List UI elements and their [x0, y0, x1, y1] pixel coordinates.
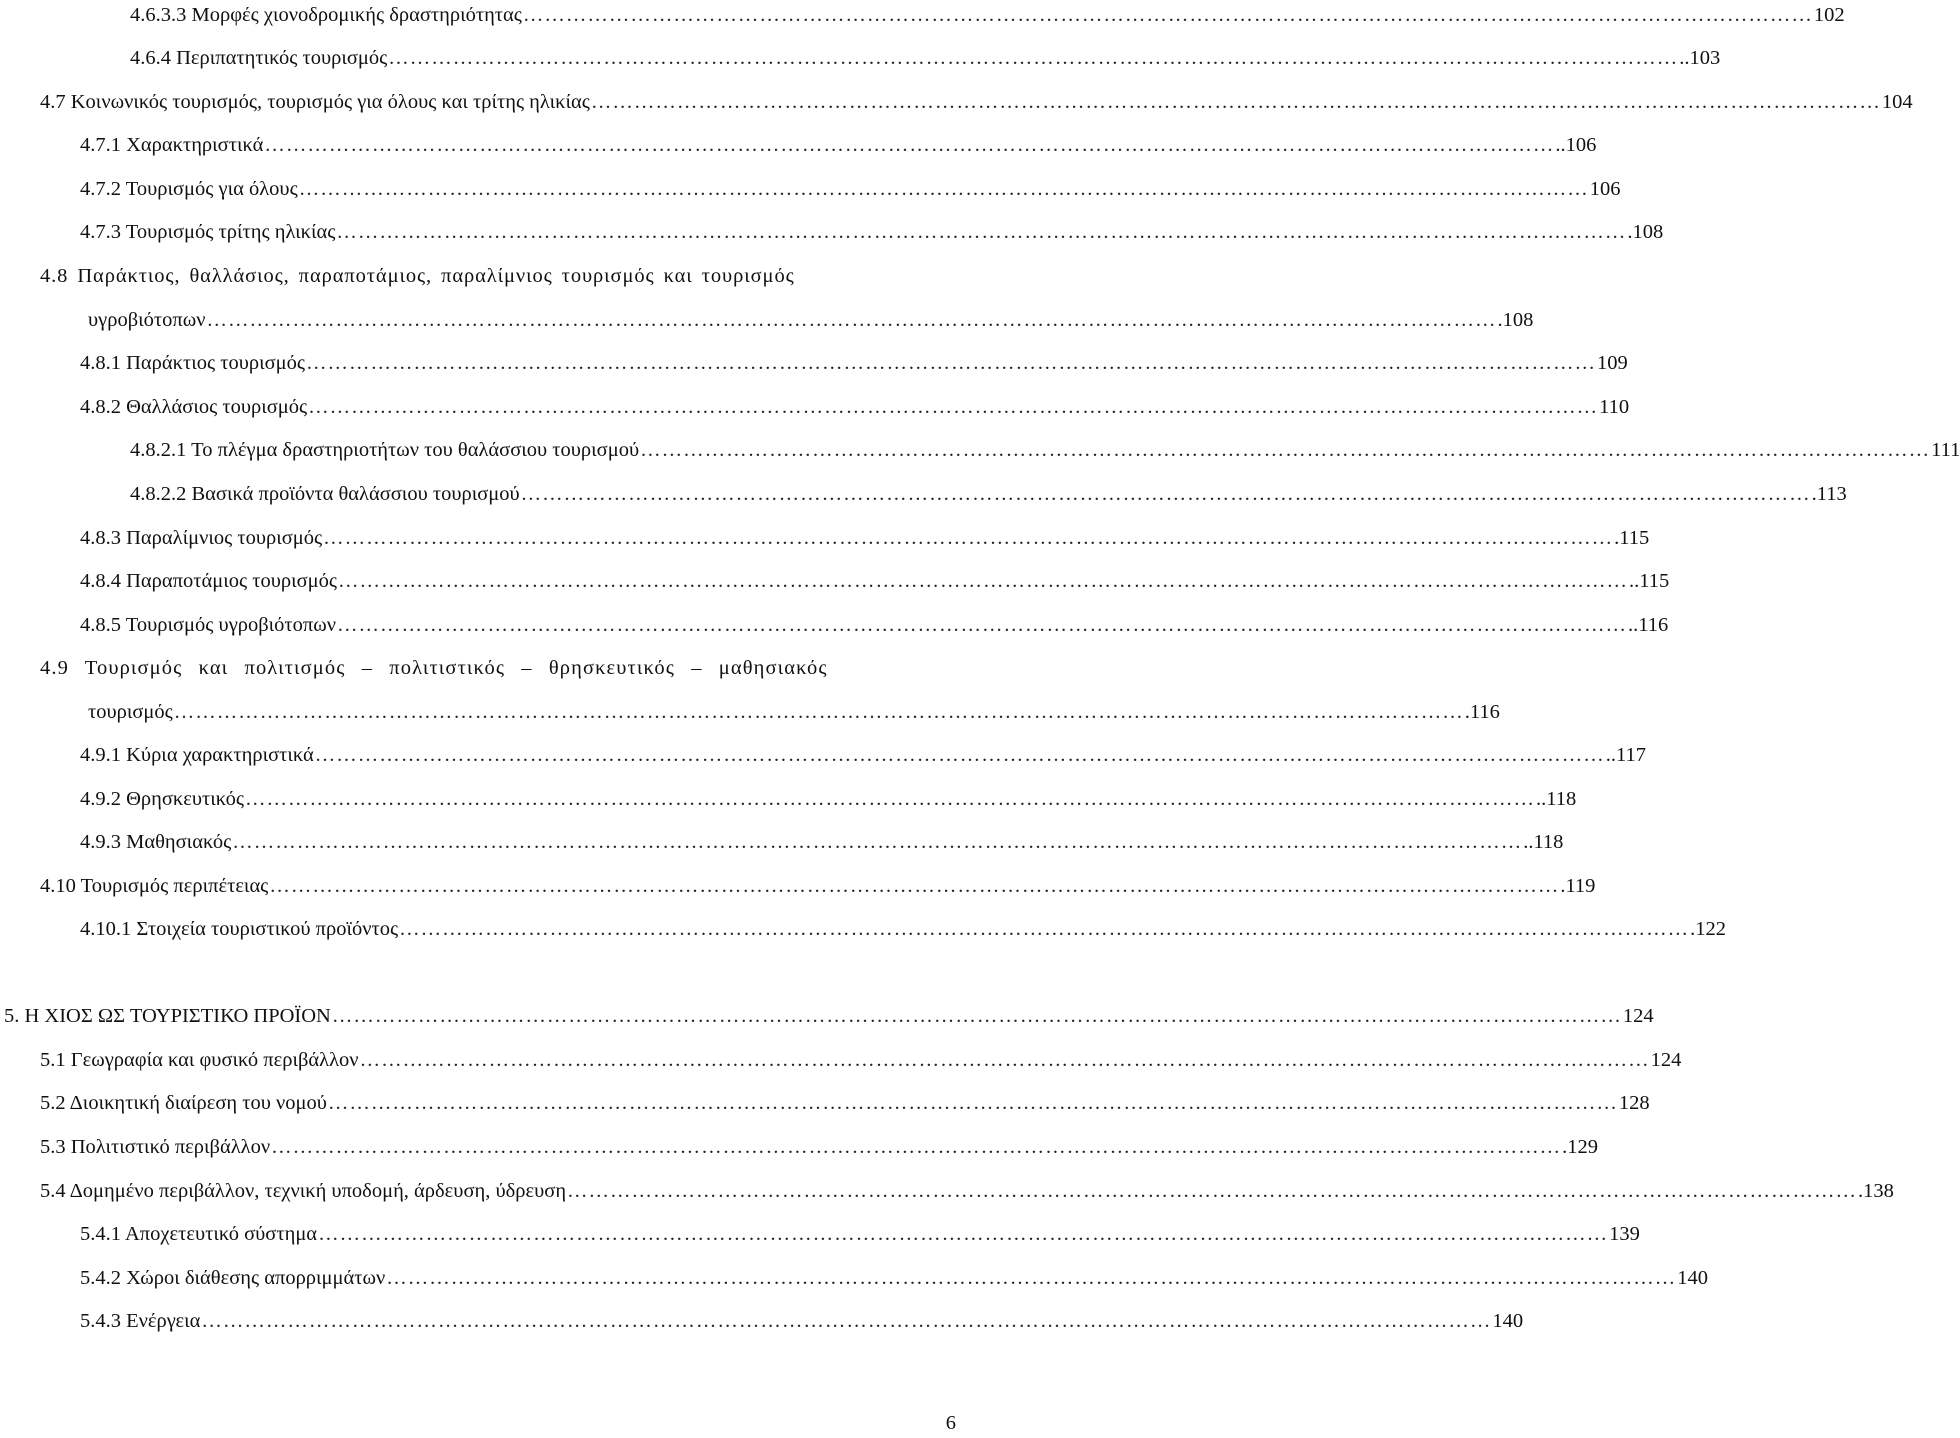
toc-entry[interactable]	[40, 1135, 1598, 1159]
toc-entry-page: ..117	[1605, 744, 1647, 766]
toc-entry[interactable]	[40, 1048, 1682, 1072]
toc-leader: ………………………………………………………………………………………………………………………………………………………………	[206, 309, 1497, 331]
toc-entry[interactable]	[80, 351, 1628, 375]
toc-entry-label: 4.8.2.2 Βασικά προϊόντα θαλάσσιου τουρισμού	[130, 483, 520, 505]
toc-leader: ………………………………………………………………………………………………………………………………………………………………	[318, 1223, 1609, 1245]
toc-leader: ………………………………………………………………………………………………………………………………………………………………	[386, 1267, 1677, 1289]
toc-entry-label: 4.8.5 Τουρισμός υγροβιότοπων	[80, 614, 337, 636]
toc-entry-page: .115	[1614, 527, 1650, 549]
toc-entry-label: 5.4.2 Χώροι διάθεσης απορριμμάτων	[80, 1267, 386, 1289]
toc-entry[interactable]	[130, 438, 1960, 462]
toc-entry-label: 4.7.1 Χαρακτηριστικά	[80, 134, 264, 156]
toc-leader: ………………………………………………………………………………………………………………………………………………………………	[331, 1005, 1622, 1027]
toc-entry-page: 102	[1813, 4, 1845, 26]
toc-entry-page: ..103	[1679, 47, 1721, 69]
toc-leader: ………………………………………………………………………………………………………………………………………………………………	[173, 701, 1464, 723]
toc-leader: ………………………………………………………………………………………………………………………………………………………………	[388, 47, 1679, 69]
toc-leader: ………………………………………………………………………………………………………………………………………………………………	[590, 91, 1881, 113]
toc-entry[interactable]	[80, 133, 1597, 157]
toc-entry-label: 4.9.2 Θρησκευτικός	[80, 788, 245, 810]
toc-entry-heading[interactable]: 4.9 Τουρισμός και πολιτισμός – πολιτιστικός – θρησκευτικός – μαθησιακός	[40, 657, 828, 679]
toc-entry-label: 4.10.1 Στοιχεία τουριστικού προϊόντος	[80, 918, 399, 940]
toc-entry-page: .122	[1690, 918, 1726, 940]
toc-leader: ………………………………………………………………………………………………………………………………………………………………	[640, 439, 1931, 461]
toc-entry-page: ..118	[1523, 831, 1564, 853]
toc-entry[interactable]	[4, 1004, 1654, 1028]
toc-entry-page: 128	[1618, 1092, 1650, 1114]
toc-entry[interactable]	[80, 569, 1670, 593]
toc-entry-page: .108	[1627, 221, 1664, 243]
toc-entry-label: 5.4.3 Ενέργεια	[80, 1310, 201, 1332]
toc-entry-page: ..106	[1555, 134, 1597, 156]
toc-leader: ………………………………………………………………………………………………………………………………………………………………	[359, 1049, 1650, 1071]
toc-entry-page: .116	[1464, 701, 1500, 723]
toc-entry-page: ..118	[1536, 788, 1577, 810]
page-number: 6	[945, 1412, 956, 1434]
toc-leader: ………………………………………………………………………………………………………………………………………………………………	[269, 875, 1560, 897]
toc-entry[interactable]	[80, 177, 1621, 201]
toc-entry-label: 5.3 Πολιτιστικό περιβάλλον	[40, 1136, 271, 1158]
toc-entry[interactable]	[80, 220, 1664, 244]
toc-entry-label: 4.7.3 Τουρισμός τρίτης ηλικίας	[80, 221, 336, 243]
toc-entry-heading[interactable]: 4.8 Παράκτιος, θαλλάσιος, παραποτάμιος, παραλίμνιος τουρισμός και τουρισμός	[40, 265, 795, 287]
toc-entry[interactable]	[80, 526, 1650, 550]
toc-entry-page: 140	[1492, 1310, 1524, 1332]
toc-entry[interactable]	[88, 308, 1534, 332]
toc-entry[interactable]	[80, 830, 1564, 854]
toc-leader: ………………………………………………………………………………………………………………………………………………………………	[567, 1180, 1858, 1202]
toc-entry[interactable]	[80, 395, 1630, 419]
toc-entry[interactable]	[40, 874, 1596, 898]
toc-entry-label: 5.2 Διοικητική διαίρεση του νομού	[40, 1092, 327, 1114]
toc-entry-label: 4.7.2 Τουρισμός για όλους	[80, 178, 298, 200]
toc-entry-page: .138	[1858, 1180, 1894, 1202]
toc-entry-label: 4.6.3.3 Μορφές χιονοδρομικής δραστηριότητας	[130, 4, 522, 26]
toc-entry-label: 4.9.3 Μαθησιακός	[80, 831, 232, 853]
toc-entry[interactable]	[80, 613, 1669, 637]
toc-leader: ………………………………………………………………………………………………………………………………………………………………	[271, 1136, 1562, 1158]
toc-entry[interactable]	[80, 1222, 1640, 1246]
toc-leader: ………………………………………………………………………………………………………………………………………………………………	[308, 396, 1599, 418]
toc-entry[interactable]	[40, 90, 1913, 114]
toc-entry[interactable]	[40, 1091, 1650, 1115]
toc-entry-page: 139	[1609, 1223, 1640, 1245]
toc-entry-label: τουρισμός	[88, 701, 173, 723]
toc-leader: ………………………………………………………………………………………………………………………………………………………………	[327, 1092, 1618, 1114]
toc-entry-page: 124	[1622, 1005, 1654, 1027]
toc-entry-label: 5. Η ΧΙΟΣ ΩΣ ΤΟΥΡΙΣΤΙΚΟ ΠΡΟΪΟΝ	[4, 1005, 331, 1027]
toc-entry[interactable]	[80, 1266, 1709, 1290]
toc-leader: ………………………………………………………………………………………………………………………………………………………………	[522, 4, 1813, 26]
toc-leader: ………………………………………………………………………………………………………………………………………………………………	[314, 744, 1605, 766]
toc-entry[interactable]	[88, 700, 1500, 724]
toc-entry-page: .113	[1811, 483, 1847, 505]
toc-entry-page: 111	[1931, 439, 1960, 461]
toc-entry[interactable]	[80, 787, 1577, 811]
toc-entry-page: 124	[1650, 1049, 1682, 1071]
toc-leader: ………………………………………………………………………………………………………………………………………………………………	[399, 918, 1690, 940]
toc-entry-label: 5.4.1 Αποχετευτικό σύστημα	[80, 1223, 318, 1245]
toc-entry-page: 109	[1597, 352, 1628, 374]
toc-leader: ………………………………………………………………………………………………………………………………………………………………	[337, 614, 1628, 636]
toc-entry[interactable]	[40, 1179, 1894, 1203]
toc-leader: ………………………………………………………………………………………………………………………………………………………………	[306, 352, 1597, 374]
toc-entry-page: 110	[1599, 396, 1630, 418]
toc-entry-label: 4.8.3 Παραλίμνιος τουρισμός	[80, 527, 323, 549]
toc-entry-label: 4.8.2 Θαλλάσιος τουρισμός	[80, 396, 308, 418]
toc-leader: ………………………………………………………………………………………………………………………………………………………………	[323, 527, 1614, 549]
toc-entry[interactable]	[80, 917, 1726, 941]
toc-leader: ………………………………………………………………………………………………………………………………………………………………	[264, 134, 1555, 156]
toc-entry-label: 4.9.1 Κύρια χαρακτηριστικά	[80, 744, 314, 766]
toc-entry-label: 4.10 Τουρισμός περιπέτειας	[40, 875, 269, 897]
toc-entry[interactable]	[80, 1309, 1524, 1333]
toc-entry-page: 104	[1881, 91, 1913, 113]
toc-entry-label: 4.8.4 Παραποτάμιος τουρισμός	[80, 570, 338, 592]
toc-entry-label: υγροβιότοπων	[88, 309, 206, 331]
toc-leader: ………………………………………………………………………………………………………………………………………………………………	[338, 570, 1629, 592]
toc-entry-label: 5.1 Γεωγραφία και φυσικό περιβάλλον	[40, 1049, 359, 1071]
toc-leader: ………………………………………………………………………………………………………………………………………………………………	[336, 221, 1627, 243]
toc-leader: ………………………………………………………………………………………………………………………………………………………………	[201, 1310, 1492, 1332]
toc-leader: ………………………………………………………………………………………………………………………………………………………………	[232, 831, 1523, 853]
toc-leader: ………………………………………………………………………………………………………………………………………………………………	[298, 178, 1589, 200]
toc-entry[interactable]	[130, 482, 1847, 506]
toc-entry-page: .108	[1497, 309, 1534, 331]
toc-entry-label: 5.4 Δομημένο περιβάλλον, τεχνική υποδομή, άρδευση, ύδρευση	[40, 1180, 567, 1202]
toc-entry-label: 4.8.1 Παράκτιος τουρισμός	[80, 352, 306, 374]
toc-entry-label: 4.6.4 Περιπατητικός τουρισμός	[130, 47, 388, 69]
toc-leader: ………………………………………………………………………………………………………………………………………………………………	[520, 483, 1811, 505]
toc-entry[interactable]	[80, 743, 1647, 767]
toc-entry-page: ..116	[1628, 614, 1669, 636]
toc-leader: ………………………………………………………………………………………………………………………………………………………………	[245, 788, 1536, 810]
toc-entry-page: ..115	[1629, 570, 1670, 592]
toc-entry-page: 140	[1677, 1267, 1709, 1289]
toc-entry[interactable]	[130, 3, 1845, 27]
toc-entry-label: 4.8.2.1 Το πλέγμα δραστηριοτήτων του θαλάσσιου τουρισμού	[130, 439, 640, 461]
toc-entry-page: .119	[1560, 875, 1596, 897]
toc-entry-page: .129	[1562, 1136, 1598, 1158]
toc-entry[interactable]	[130, 46, 1721, 70]
toc-entry-page: 106	[1589, 178, 1621, 200]
toc-entry-label: 4.7 Κοινωνικός τουρισμός, τουρισμός για όλους και τρίτης ηλικίας	[40, 91, 590, 113]
